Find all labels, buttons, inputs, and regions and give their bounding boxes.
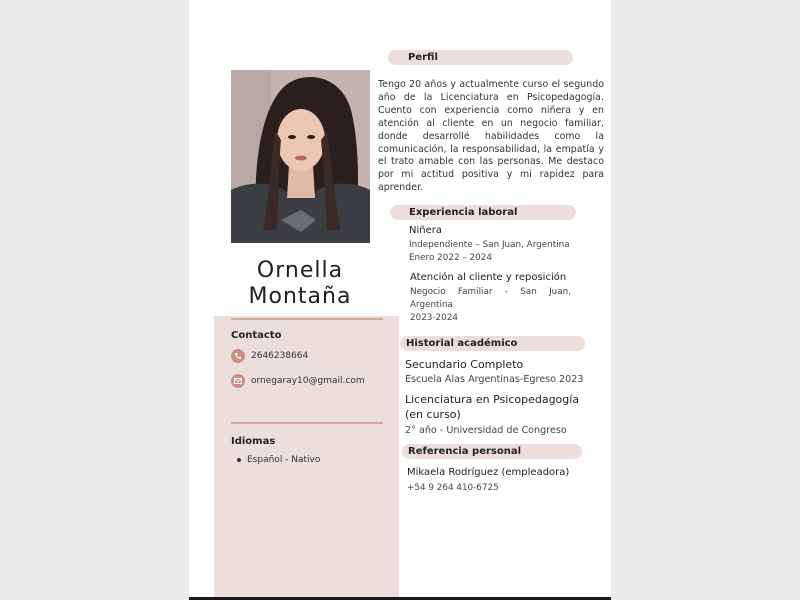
edu-2-title-line2: (en curso) [405,408,461,421]
bullet-icon [237,458,241,462]
reference-name: Mikaela Rodríguez (empleadora) [407,467,570,478]
last-name: Montaña [248,284,352,309]
edu-1-title: Secundario Completo [405,358,524,371]
job-1-line2: Enero 2022 – 2024 [409,253,492,263]
education-heading: Historial académico [406,338,518,349]
reference-heading-pill [402,444,582,459]
contact-phone: 2646238664 [251,351,309,361]
contact-heading: Contacto [231,330,282,341]
resume-page [189,0,611,600]
first-name: Ornella [256,258,344,283]
language-item: Español - Nativo [237,455,320,465]
job-2-line2: Argentina [410,300,453,310]
profile-photo [231,70,370,243]
reference-phone: +54 9 264 410-6725 [407,483,499,493]
contact-email: ornegaray10@gmail.com [251,376,365,386]
job-1-title: Niñera [409,225,442,236]
languages-heading: Idiomas [231,436,276,447]
experience-heading-pill [390,205,576,220]
reference-heading: Referencia personal [408,446,522,457]
email-icon [231,374,245,388]
profile-heading-pill [388,50,573,65]
person-name [219,258,381,310]
profile-text: Tengo 20 años y actualmente curso el segundo año de la Licenciatura en Psicopedagogía. Cuento con experiencia como niñera y en atención al cliente en un negocio familiar, donde desarrollé habilidades como la comunicación, la responsabilidad, la empatía y el trato amable con las personas. Me destaco por mi actitud positiva y mi rapidez para aprender. [378,79,604,194]
experience-heading: Experiencia laboral [409,207,518,218]
contact-phone-row [231,348,308,364]
divider-bottom [231,422,383,424]
education-heading-pill [400,336,585,351]
divider-top [231,318,383,320]
job-2-line1: Negocio Familiar - San Juan, [410,287,571,297]
job-2-line3: 2023-2024 [410,313,458,323]
phone-icon [231,349,245,363]
edu-2-title-line1: Licenciatura en Psicopedagogía [405,393,580,406]
edu-2-detail: 2° año - Universidad de Congreso [405,425,567,436]
job-1-line1: Independiente – San Juan, Argentina [409,240,570,250]
edu-1-detail: Escuela Alas Argentinas-Egreso 2023 [405,374,584,385]
profile-heading: Perfil [408,52,438,63]
job-2-title: Atención al cliente y reposición [410,272,567,283]
contact-email-row [231,373,365,389]
